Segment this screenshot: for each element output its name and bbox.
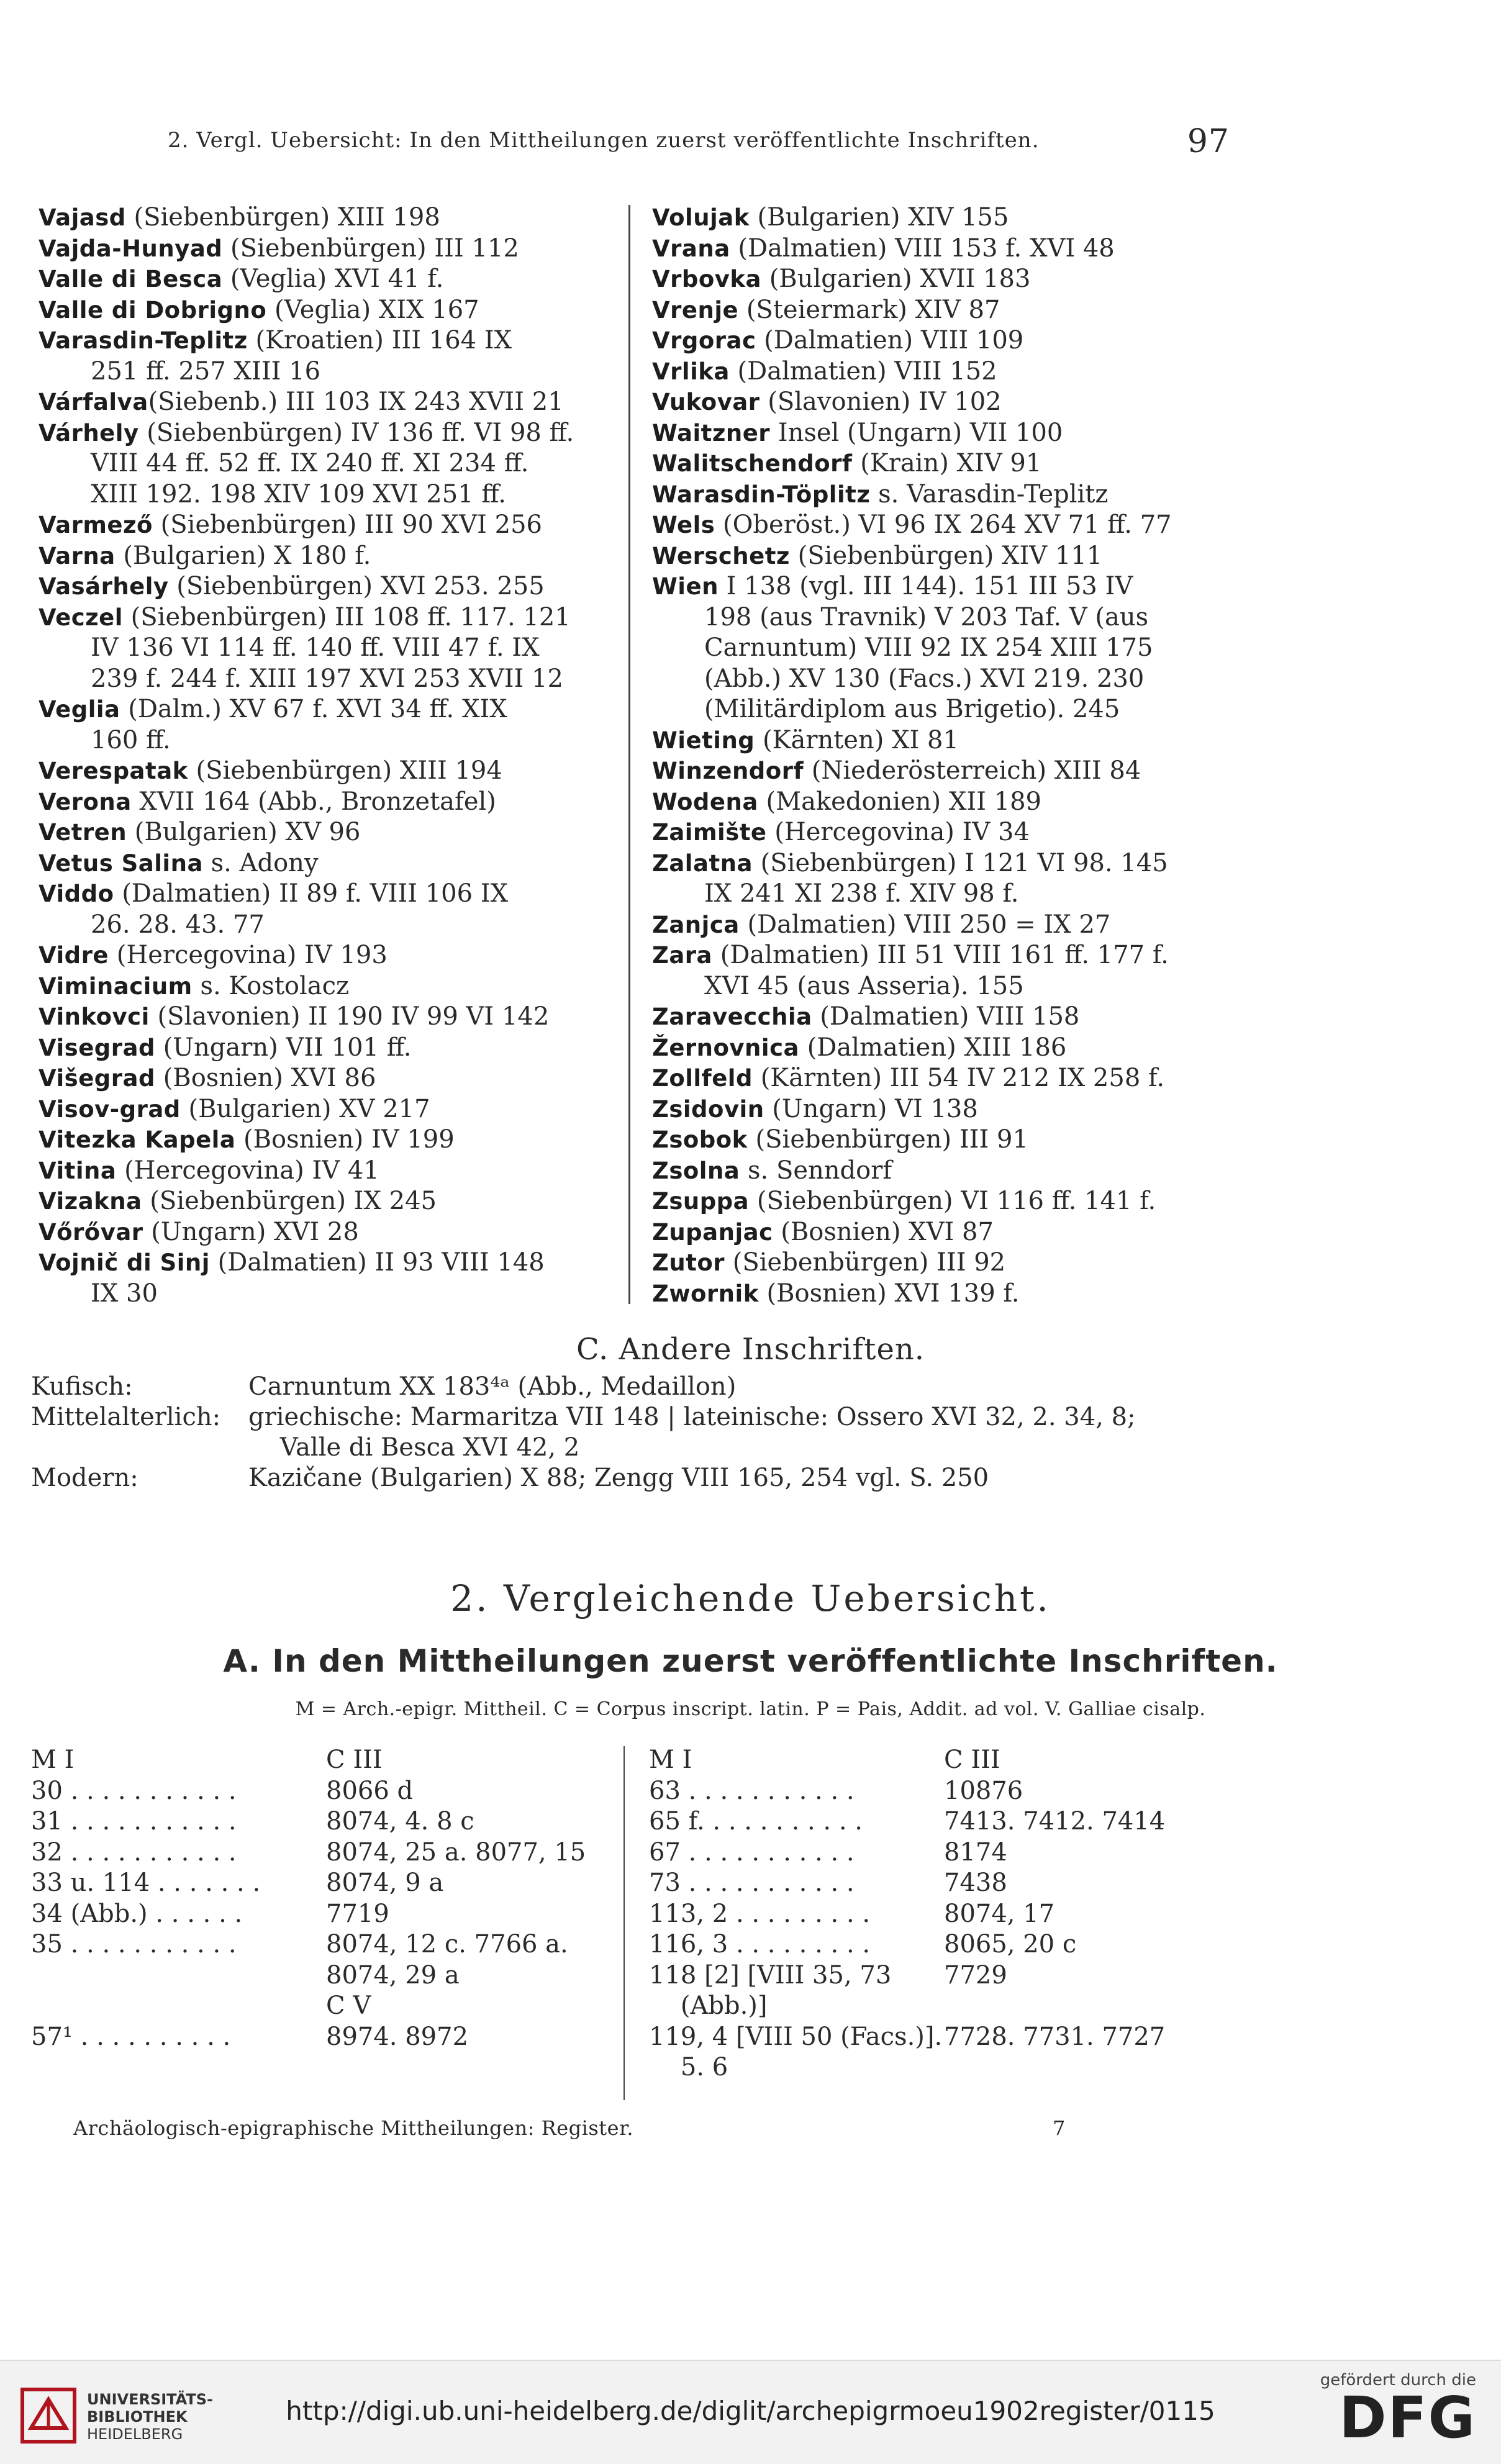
index-references: (Hercegovina) IV 193 — [109, 941, 388, 969]
section-c-text: Kazičane (Bulgarien) X 88; Zengg VIII 165, 254 vgl. S. 250 — [248, 1464, 989, 1492]
corpus-ref: 7438 — [944, 1868, 1007, 1897]
mittheilungen-ref: 57¹ . . . . . . . . . . — [31, 2022, 231, 2051]
index-headword: Vrbovka — [652, 266, 761, 292]
index-entry-line — [652, 510, 1242, 541]
table-row — [31, 1868, 621, 1899]
index-headword: Viddo — [39, 881, 114, 907]
index-entry-line — [39, 787, 628, 818]
index-references: (Siebenbürgen) XVI 253. 255 — [168, 572, 545, 600]
index-references: (Siebenbürgen) XIII 198 — [125, 203, 440, 232]
mittheilungen-ref: 116, 3 . . . . . . . . . — [649, 1930, 871, 1959]
index-entry-line: XIII 192. 198 XIV 109 XVI 251 ff. — [91, 479, 507, 509]
index-references: (Bulgarien) XV 217 — [180, 1094, 430, 1123]
section-2-title: 2. Vergleichende Uebersicht. — [450, 1577, 1051, 1619]
section-c-label: Modern: — [31, 1464, 138, 1492]
index-headword: Zsobok — [652, 1126, 748, 1153]
corpus-ref: 7728. 7731. 7727 — [944, 2022, 1166, 2051]
index-entry-line — [652, 1125, 1242, 1156]
index-headword: Vrlika — [652, 358, 730, 385]
corpus-ref: 8074, 4. 8 c — [326, 1807, 474, 1836]
index-entry-line — [39, 1248, 628, 1279]
index-references: (Siebenbürgen) XIII 194 — [188, 756, 502, 785]
index-headword: Zwornik — [652, 1280, 759, 1307]
index-headword: Wieting — [652, 727, 755, 754]
index-references: (Siebenbürgen) III 92 — [725, 1248, 1006, 1277]
mittheilungen-ref: 34 (Abb.) . . . . . . — [31, 1899, 243, 1928]
index-entry-line — [652, 1094, 1242, 1125]
corpus-ref: 8074, 12 c. 7766 a. — [326, 1930, 568, 1959]
mittheilungen-ref: (Abb.)] — [649, 1991, 768, 2020]
signature-mark: 7 — [1053, 2116, 1066, 2140]
index-entry-line — [652, 448, 1242, 479]
index-headword: Zutor — [652, 1249, 725, 1276]
corpus-ref: C III — [944, 1746, 1000, 1774]
index-entry-line — [39, 325, 628, 356]
index-headword: Vrenje — [652, 296, 739, 324]
section-c-text: griechische: Marmaritza VII 148 | lateinische: Ossero XVI 32, 2. 34, 8; — [248, 1403, 1136, 1431]
corpus-ref: 8074, 9 a — [326, 1868, 444, 1897]
index-entry-line — [39, 1033, 628, 1064]
index-entry-line — [652, 1248, 1242, 1279]
index-entry-line: (Abb.) XV 130 (Facs.) XVI 219. 230 — [704, 664, 1145, 693]
mittheilungen-ref: 31 . . . . . . . . . . . — [31, 1807, 237, 1836]
index-entry-line — [652, 264, 1242, 295]
index-entry-line — [39, 1217, 628, 1248]
corpus-ref: 8074, 25 a. 8077, 15 — [326, 1837, 586, 1867]
library-name-line2: BIBLIOTHEK — [87, 2408, 188, 2426]
index-entry-line: (Militärdiplom aus Brigetio). 245 — [704, 695, 1120, 723]
table-row — [649, 1991, 1239, 2022]
index-headword: Zanjca — [652, 911, 740, 938]
corpus-ref: 8074, 17 — [944, 1899, 1055, 1928]
mittheilungen-ref: 63 . . . . . . . . . . . — [649, 1776, 855, 1805]
index-entry-line — [39, 295, 628, 326]
index-entry-line — [39, 879, 628, 910]
index-references: (Makedonien) XII 189 — [758, 787, 1041, 816]
index-references: (Ungarn) VI 138 — [764, 1094, 978, 1123]
index-entry-line: IX 30 — [91, 1279, 158, 1308]
index-references: (Dalmatien) III 51 VIII 161 ff. 177 f. — [712, 941, 1169, 969]
index-headword: Višegrad — [39, 1065, 155, 1092]
table-row — [649, 1960, 1239, 1991]
index-references: (Siebenbürgen) III 112 — [222, 233, 519, 263]
table-row — [31, 1991, 621, 2022]
table-row — [649, 1929, 1239, 1960]
section-c-label: Kufisch: — [31, 1372, 133, 1401]
index-column-left — [39, 202, 628, 1309]
index-headword: Vrgorac — [652, 327, 756, 354]
index-references: (Kärnten) III 54 IV 212 IX 258 f. — [752, 1064, 1165, 1092]
mittheilungen-ref: M I — [649, 1746, 692, 1774]
index-headword: Vitina — [39, 1157, 117, 1184]
index-entry-line: Carnuntum) VIII 92 IX 254 XIII 175 — [704, 633, 1153, 662]
mittheilungen-ref: 113, 2 . . . . . . . . . — [649, 1899, 871, 1928]
index-headword: Vetren — [39, 819, 127, 846]
table-row — [31, 1776, 621, 1807]
mittheilungen-ref: 30 . . . . . . . . . . . — [31, 1776, 237, 1805]
index-headword: Vetus Salina — [39, 849, 203, 877]
index-entry-line — [652, 787, 1242, 818]
mittheilungen-ref: 67 . . . . . . . . . . . — [649, 1837, 855, 1867]
dfg-logo — [1265, 2371, 1476, 2451]
index-references: (Bosnien) XVI 87 — [773, 1217, 994, 1246]
index-references: (Siebenbürgen) III 91 — [747, 1125, 1028, 1154]
index-references: (Dalmatien) II 93 VIII 148 — [209, 1248, 545, 1277]
index-entry-line — [652, 325, 1242, 356]
index-headword: Vinkovci — [39, 1003, 150, 1030]
footer-text: Archäologisch-epigraphische Mittheilungen: Register. — [73, 2116, 634, 2140]
index-entry-line — [39, 387, 628, 418]
permalink[interactable]: http://digi.ub.uni-heidelberg.de/diglit/archepigrmoeu1902register/0115 — [286, 2396, 1215, 2426]
index-references: (Steiermark) XIV 87 — [738, 295, 1000, 324]
index-headword: Vizakna — [39, 1188, 142, 1215]
index-references: (Dalmatien) VIII 250 = IX 27 — [739, 910, 1111, 939]
index-references: (Siebenbürgen) VI 116 ff. 141 f. — [749, 1187, 1156, 1215]
index-entry-line — [652, 1279, 1242, 1310]
index-entry-line — [652, 1033, 1242, 1064]
index-references: (Dalmatien) VIII 158 — [812, 1002, 1080, 1031]
index-references: (Slavonien) II 190 IV 99 VI 142 — [149, 1002, 550, 1031]
index-headword: Waitzner — [652, 419, 771, 446]
index-references: (Dalmatien) VIII 109 — [756, 326, 1024, 355]
section-c-text: Valle di Besca XVI 42, 2 — [248, 1433, 580, 1462]
index-references: (Krain) XIV 91 — [852, 449, 1042, 478]
index-entry-line — [652, 1186, 1242, 1217]
index-references: (Dalm.) XV 67 f. XVI 34 ff. XIX — [120, 695, 507, 723]
index-entry-line: 251 ff. 257 XIII 16 — [91, 356, 321, 386]
index-entry-line — [39, 1094, 628, 1125]
index-references: (Siebenbürgen) III 108 ff. 117. 121 — [122, 602, 571, 632]
index-entry-line — [652, 725, 1242, 756]
index-headword: Vajda-Hunyad — [39, 235, 223, 262]
index-references: s. Kostolacz — [192, 971, 350, 1000]
index-entry-line — [652, 356, 1242, 387]
index-references: s. Senndorf — [740, 1156, 892, 1185]
table-row — [31, 1806, 621, 1837]
table-row — [649, 1745, 1239, 1776]
index-entry-line — [652, 387, 1242, 418]
table-row — [31, 1837, 621, 1868]
mittheilungen-ref: 32 . . . . . . . . . . . — [31, 1837, 237, 1867]
corpus-ref: 10876 — [944, 1776, 1023, 1805]
index-headword: Vasárhely — [39, 573, 169, 600]
index-references: (Veglia) XIX 167 — [266, 295, 479, 324]
index-references: (Dalmatien) XIII 186 — [799, 1033, 1067, 1062]
index-headword: Verona — [39, 788, 132, 815]
index-headword: Zara — [652, 942, 713, 969]
index-headword: Varna — [39, 542, 116, 569]
index-references: (Bulgarien) XV 96 — [127, 818, 361, 846]
index-entry-line — [39, 1002, 628, 1033]
index-entry-line: 160 ff. — [91, 725, 171, 754]
index-references: (Bulgarien) XVII 183 — [761, 265, 1031, 293]
index-headword: Zsidovin — [652, 1095, 764, 1123]
index-entry-line — [652, 1002, 1242, 1033]
index-headword: Verespatak — [39, 758, 188, 784]
index-entry-line — [652, 756, 1242, 787]
index-entry-line — [652, 541, 1242, 572]
index-references: s. Adony — [202, 848, 319, 877]
table-divider — [624, 1746, 625, 2100]
index-headword: Veglia — [39, 696, 120, 723]
index-headword: Vojnič di Sinj — [39, 1249, 210, 1276]
index-entry-line — [39, 756, 628, 787]
abbreviation-legend: M = Arch.-epigr. Mittheil. C = Corpus inscript. latin. P = Pais, Addit. ad vol. V. Galliae cisalp. — [295, 1698, 1206, 1720]
index-entry-line — [39, 848, 628, 879]
table-row — [649, 1868, 1239, 1899]
table-row — [649, 2052, 1239, 2083]
index-references: s. Varasdin-Teplitz — [870, 479, 1109, 509]
index-entry-line: 239 f. 244 f. XIII 197 XVI 253 XVII 12 — [91, 664, 563, 693]
library-name-line1: UNIVERSITÄTS- — [87, 2391, 214, 2408]
index-references: (Bosnien) IV 199 — [235, 1125, 455, 1154]
index-column-right — [652, 202, 1242, 1309]
index-headword: Visov-grad — [39, 1095, 181, 1123]
table-row — [649, 1776, 1239, 1807]
index-entry-line — [652, 848, 1242, 879]
corpus-ref: C V — [326, 1991, 371, 2020]
index-entry-line — [39, 940, 628, 971]
concordance-table-right — [649, 1745, 1239, 2083]
dfg-wordmark: DFG — [1339, 2385, 1476, 2451]
table-row — [31, 1960, 621, 1991]
corpus-ref: C III — [326, 1746, 383, 1774]
table-row — [31, 1745, 621, 1776]
index-references: (Siebenbürgen) III 90 XVI 256 — [152, 510, 542, 539]
table-row — [649, 2022, 1239, 2053]
index-headword: Wien — [652, 573, 719, 600]
index-headword: Vrana — [652, 235, 730, 262]
index-entry-line — [652, 1217, 1242, 1248]
index-entry-line — [39, 264, 628, 295]
section-c-title: C. Andere Inschriften. — [576, 1332, 925, 1367]
index-entry-line — [652, 479, 1242, 510]
mittheilungen-ref: 35 . . . . . . . . . . . — [31, 1930, 237, 1959]
corpus-ref: 8074, 29 a — [326, 1960, 460, 1990]
index-headword: Wodena — [652, 788, 758, 815]
index-references: (Siebenbürgen) I 121 VI 98. 145 — [752, 848, 1168, 877]
index-headword: Varasdin-Teplitz — [39, 327, 248, 354]
index-headword: Žernovnica — [652, 1034, 799, 1061]
index-references: (Ungarn) XVI 28 — [143, 1217, 359, 1246]
index-headword: Volujak — [652, 204, 750, 231]
index-entry-line — [652, 202, 1242, 233]
corpus-ref: 7719 — [326, 1899, 389, 1928]
column-divider — [628, 205, 630, 1304]
index-entry-line — [652, 571, 1242, 602]
table-row — [31, 1899, 621, 1930]
corpus-ref: 8066 d — [326, 1776, 414, 1805]
index-headword: Werschetz — [652, 542, 790, 569]
running-title: 2. Vergl. Uebersicht: In den Mittheilungen zuerst veröffentlichte Inschriften. — [168, 128, 1040, 153]
table-row — [31, 1929, 621, 1960]
index-headword: Várhely — [39, 419, 139, 446]
index-headword: Zsuppa — [652, 1188, 750, 1215]
index-references: XVII 164 (Abb., Bronzetafel) — [131, 787, 496, 816]
table-row — [31, 2022, 621, 2053]
corpus-ref: 7413. 7412. 7414 — [944, 1807, 1166, 1836]
index-entry-line — [39, 1156, 628, 1187]
page-header — [168, 123, 1230, 160]
index-references: (Veglia) XVI 41 f. — [222, 265, 444, 293]
index-entry-line — [39, 418, 628, 449]
index-references: (Bosnien) XVI 139 f. — [758, 1279, 1020, 1308]
index-entry-line — [39, 541, 628, 572]
index-headword: Winzendorf — [652, 758, 804, 784]
index-entry-line: 26. 28. 43. 77 — [91, 910, 265, 939]
index-references: (Siebenbürgen) XIV 111 — [789, 541, 1103, 570]
section-c-text: Carnuntum XX 183⁴ᵃ (Abb., Medaillon) — [248, 1372, 737, 1401]
index-headword: Zupanjac — [652, 1218, 773, 1246]
index-entry-line — [652, 940, 1242, 971]
mittheilungen-ref: 33 u. 114 . . . . . . . — [31, 1868, 261, 1897]
page-number: 97 — [1187, 123, 1230, 160]
index-entry-line: XVI 45 (aus Asseria). 155 — [704, 971, 1024, 1000]
index-entry-line: IV 136 VI 114 ff. 140 ff. VIII 47 f. IX — [91, 633, 540, 662]
index-references: (Siebenb.) III 103 IX 243 XVII 21 — [148, 387, 564, 416]
index-entry-line — [652, 1156, 1242, 1187]
index-entry-line — [652, 910, 1242, 941]
mittheilungen-ref: M I — [31, 1746, 75, 1774]
index-headword: Visegrad — [39, 1034, 155, 1061]
index-headword: Zalatna — [652, 849, 753, 877]
index-entry-line — [652, 233, 1242, 265]
index-headword: Várfalva — [39, 389, 148, 415]
index-entry-line: VIII 44 ff. 52 ff. IX 240 ff. XI 234 ff. — [91, 449, 529, 478]
index-headword: Warasdin-Töplitz — [652, 481, 871, 508]
corpus-ref: 7729 — [944, 1960, 1007, 1990]
index-references: (Hercegovina) IV 41 — [116, 1156, 379, 1185]
section-a-title: A. In den Mittheilungen zuerst veröffentlichte Inschriften. — [223, 1643, 1278, 1679]
index-entry-line — [39, 233, 628, 265]
index-entry-line — [39, 202, 628, 233]
corpus-ref: 8974. 8972 — [326, 2022, 469, 2051]
mittheilungen-ref: 118 [2] [VIII 35, 73 — [649, 1960, 892, 1990]
index-entry-line: 198 (aus Travnik) V 203 Taf. V (aus — [704, 602, 1149, 632]
index-entry-line — [652, 295, 1242, 326]
index-entry-line — [39, 1063, 628, 1094]
index-headword: Zollfeld — [652, 1065, 753, 1092]
index-entry-line — [652, 817, 1242, 848]
index-references: (Bosnien) XVI 86 — [155, 1064, 376, 1092]
index-references: (Niederösterreich) XIII 84 — [804, 756, 1141, 785]
index-headword: Zaravecchia — [652, 1003, 812, 1030]
index-headword: Vőrővar — [39, 1218, 143, 1246]
concordance-table-left — [31, 1745, 621, 2052]
index-references: (Ungarn) VII 101 ff. — [155, 1033, 412, 1062]
mittheilungen-ref: 119, 4 [VIII 50 (Facs.)]. — [649, 2022, 943, 2051]
index-entry-line — [39, 602, 628, 633]
index-headword: Viminacium — [39, 972, 193, 1000]
index-headword: Varmező — [39, 512, 153, 538]
index-entry-line — [652, 418, 1242, 449]
index-entry-line — [39, 1125, 628, 1156]
index-headword: Vitezka Kapela — [39, 1126, 236, 1153]
index-references: (Dalmatien) VIII 153 f. XVI 48 — [730, 233, 1115, 263]
index-entry-line — [652, 1063, 1242, 1094]
index-references: (Kroatien) III 164 IX — [247, 326, 512, 355]
index-references: (Dalmatien) VIII 152 — [729, 356, 997, 386]
corpus-ref: 8174 — [944, 1837, 1007, 1867]
mittheilungen-ref: 73 . . . . . . . . . . . — [649, 1868, 855, 1897]
index-entry-line — [39, 571, 628, 602]
index-references: (Dalmatien) II 89 f. VIII 106 IX — [114, 879, 509, 908]
index-headword: Vajasd — [39, 204, 126, 231]
index-headword: Wels — [652, 512, 715, 538]
table-row — [649, 1806, 1239, 1837]
index-entry-line — [39, 1186, 628, 1217]
index-headword: Valle di Dobrigno — [39, 296, 267, 324]
index-references: (Siebenbürgen) IX 245 — [142, 1187, 437, 1215]
index-headword: Vidre — [39, 942, 109, 969]
index-references: (Oberöst.) VI 96 IX 264 XV 71 ff. 77 — [715, 510, 1172, 539]
table-row — [649, 1837, 1239, 1868]
mittheilungen-ref: 65 f. . . . . . . . . . . — [649, 1807, 863, 1836]
index-headword: Walitschendorf — [652, 450, 853, 477]
index-headword: Valle di Besca — [39, 266, 223, 292]
index-headword: Zaimište — [652, 819, 767, 846]
index-headword: Vukovar — [652, 389, 760, 415]
corpus-ref: 8065, 20 c — [944, 1930, 1077, 1959]
index-entry-line — [39, 510, 628, 541]
index-references: (Slavonien) IV 102 — [760, 387, 1002, 416]
index-entry-line — [39, 694, 628, 725]
index-entry-line — [39, 817, 628, 848]
index-references: Insel (Ungarn) VII 100 — [770, 418, 1063, 447]
index-references: (Bulgarien) X 180 f. — [115, 541, 371, 570]
index-references: (Bulgarien) XIV 155 — [749, 203, 1009, 232]
index-references: (Siebenbürgen) IV 136 ff. VI 98 ff. — [138, 418, 574, 447]
section-c-label: Mittelalterlich: — [31, 1403, 221, 1431]
index-headword: Veczel — [39, 604, 123, 631]
index-headword: Zsolna — [652, 1157, 740, 1184]
index-references: I 138 (vgl. III 144). 151 III 53 IV — [718, 572, 1133, 600]
mittheilungen-ref: 5. 6 — [649, 2053, 728, 2081]
index-entry-line: IX 241 XI 238 f. XIV 98 f. — [704, 879, 1019, 908]
table-row — [649, 1899, 1239, 1930]
dfg-caption: gefördert durch die — [1320, 2371, 1476, 2389]
library-name-line3: HEIDELBERG — [87, 2426, 183, 2443]
index-references: (Kärnten) XI 81 — [755, 725, 959, 754]
index-references: (Hercegovina) IV 34 — [766, 818, 1030, 846]
index-entry-line — [39, 971, 628, 1002]
